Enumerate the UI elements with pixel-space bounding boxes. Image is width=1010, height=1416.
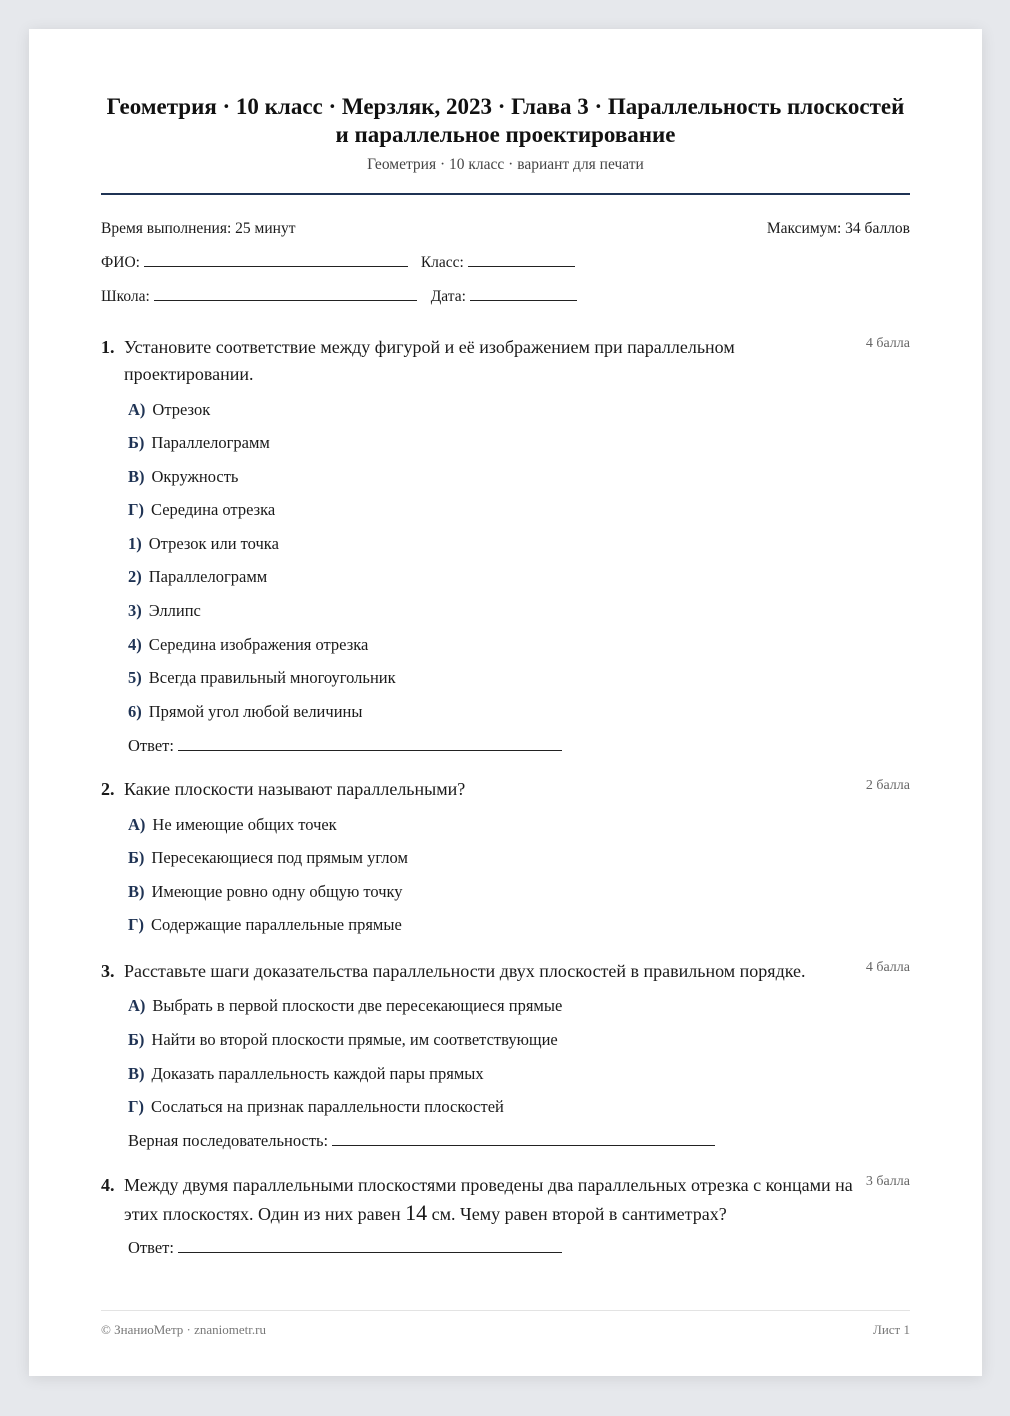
option-text: Окружность [151, 467, 239, 486]
option [128, 667, 396, 689]
option-label: Б) [128, 848, 145, 867]
option-text: Всегда правильный многоугольник [148, 668, 396, 687]
option-text: Пересекающиеся под прямым углом [151, 848, 408, 867]
option [128, 847, 408, 869]
meta-fio-row [101, 252, 910, 273]
answer-row [128, 1130, 715, 1152]
question-number: 3. [101, 961, 115, 981]
header [101, 93, 910, 175]
option [128, 914, 402, 936]
question-1 [101, 334, 910, 755]
question-header [101, 1172, 910, 1228]
footer-divider [101, 1310, 910, 1311]
option-text: Содержащие параллельные прямые [151, 915, 402, 934]
date-label: Дата: [430, 288, 466, 305]
answer-label: Ответ: [128, 1238, 174, 1257]
option [128, 1096, 504, 1118]
question-value: 14 [405, 1200, 428, 1225]
option-text: Середина изображения отрезка [148, 635, 369, 654]
option-label: А) [128, 996, 146, 1015]
header-divider [101, 193, 910, 195]
footer [101, 1322, 910, 1338]
page-subtitle: Геометрия · 10 класс · вариант для печати [367, 156, 644, 173]
answer-field[interactable] [178, 736, 562, 751]
option-label: Г) [128, 500, 144, 519]
question-number: 1. [101, 337, 115, 357]
max-score: Максимум: 34 баллов [766, 220, 910, 237]
school-label: Школа: [101, 288, 150, 305]
option-label: 6) [128, 702, 142, 721]
fio-label: ФИО: [101, 254, 140, 271]
option [128, 466, 238, 488]
option-label: 4) [128, 635, 142, 654]
meta-school-row [101, 286, 910, 307]
option [128, 701, 362, 723]
question-text-a: Между двумя параллельными плоскостями проведены два параллельных отрезка с концами на этих плоскостях. Один из них равен [124, 1175, 853, 1224]
option-label: Г) [128, 915, 144, 934]
question-text: Какие плоскости называют параллельными? [124, 779, 466, 799]
meta-time-row [101, 219, 910, 239]
option-text: Параллелограмм [148, 567, 268, 586]
option [128, 814, 337, 836]
question-points: 3 балла [865, 1174, 910, 1189]
fio-field[interactable] [144, 252, 408, 267]
option-label: 3) [128, 601, 142, 620]
option-label: 1) [128, 534, 142, 553]
option-label: В) [128, 882, 145, 901]
option-text: Выбрать в первой плоскости две пересекающиеся прямые [152, 996, 563, 1015]
option [128, 1029, 558, 1051]
class-field[interactable] [468, 252, 575, 267]
option [128, 995, 562, 1017]
question-text: Установите соответствие между фигурой и её изображением при параллельном проектировании. [124, 337, 735, 384]
option [128, 533, 279, 555]
option-text: Прямой угол любой величины [148, 702, 363, 721]
option-label: Г) [128, 1097, 144, 1116]
option-label: 2) [128, 567, 142, 586]
school-field[interactable] [154, 286, 417, 301]
answer-field[interactable] [178, 1238, 562, 1253]
option-text: Параллелограмм [151, 433, 270, 452]
answer-row [128, 1237, 562, 1259]
option-text: Найти во второй плоскости прямые, им соответствующие [151, 1030, 558, 1049]
option [128, 499, 275, 521]
page-title: Геометрия · 10 класс · Мерзляк, 2023 · Глава 3 · Параллельность плоскостей и параллельное проектирование [106, 94, 905, 147]
option-label: А) [128, 815, 146, 834]
question-header [101, 958, 910, 985]
question-header [101, 334, 910, 388]
option [128, 881, 403, 903]
answer-label: Ответ: [128, 736, 174, 755]
date-field[interactable] [470, 286, 577, 301]
option-label: 5) [128, 668, 142, 687]
time-limit: Время выполнения: 25 минут [101, 220, 296, 237]
question-points: 4 балла [865, 960, 910, 975]
option-label: В) [128, 1064, 145, 1083]
answer-row [128, 735, 562, 757]
question-4 [101, 1172, 910, 1257]
option-label: А) [128, 400, 146, 419]
question-number: 4. [101, 1175, 115, 1195]
answer-label: Верная последовательность: [128, 1131, 329, 1150]
footer-copyright: © ЗнаниоМетр · znaniometr.ru [101, 1322, 266, 1337]
option [128, 1063, 484, 1085]
option-text: Сослаться на признак параллельности плоскостей [151, 1097, 504, 1116]
option [128, 399, 210, 421]
option-text: Не имеющие общих точек [152, 815, 337, 834]
option [128, 600, 201, 622]
option [128, 634, 368, 656]
question-points: 2 балла [865, 778, 910, 793]
option-text: Середина отрезка [151, 500, 276, 519]
question-header [101, 776, 910, 803]
page-number: Лист 1 [873, 1322, 910, 1337]
worksheet-page [29, 29, 982, 1376]
answer-field[interactable] [332, 1131, 715, 1146]
question-text: Расставьте шаги доказательства параллельности двух плоскостей в правильном порядке. [124, 961, 806, 981]
question-2 [101, 776, 910, 934]
question-number: 2. [101, 779, 115, 799]
option [128, 432, 270, 454]
option-label: В) [128, 467, 145, 486]
question-3 [101, 958, 910, 1150]
option-label: Б) [128, 1030, 145, 1049]
question-text-b: см. Чему равен второй в сантиметрах? [427, 1204, 727, 1224]
class-label: Класс: [420, 254, 464, 271]
option-text: Отрезок или точка [148, 534, 279, 553]
option-text: Имеющие ровно одну общую точку [151, 882, 403, 901]
option [128, 566, 267, 588]
option-text: Отрезок [152, 400, 211, 419]
option-text: Доказать параллельность каждой пары прямых [151, 1064, 484, 1083]
option-label: Б) [128, 433, 145, 452]
option-text: Эллипс [148, 601, 201, 620]
question-points: 4 балла [865, 336, 910, 351]
